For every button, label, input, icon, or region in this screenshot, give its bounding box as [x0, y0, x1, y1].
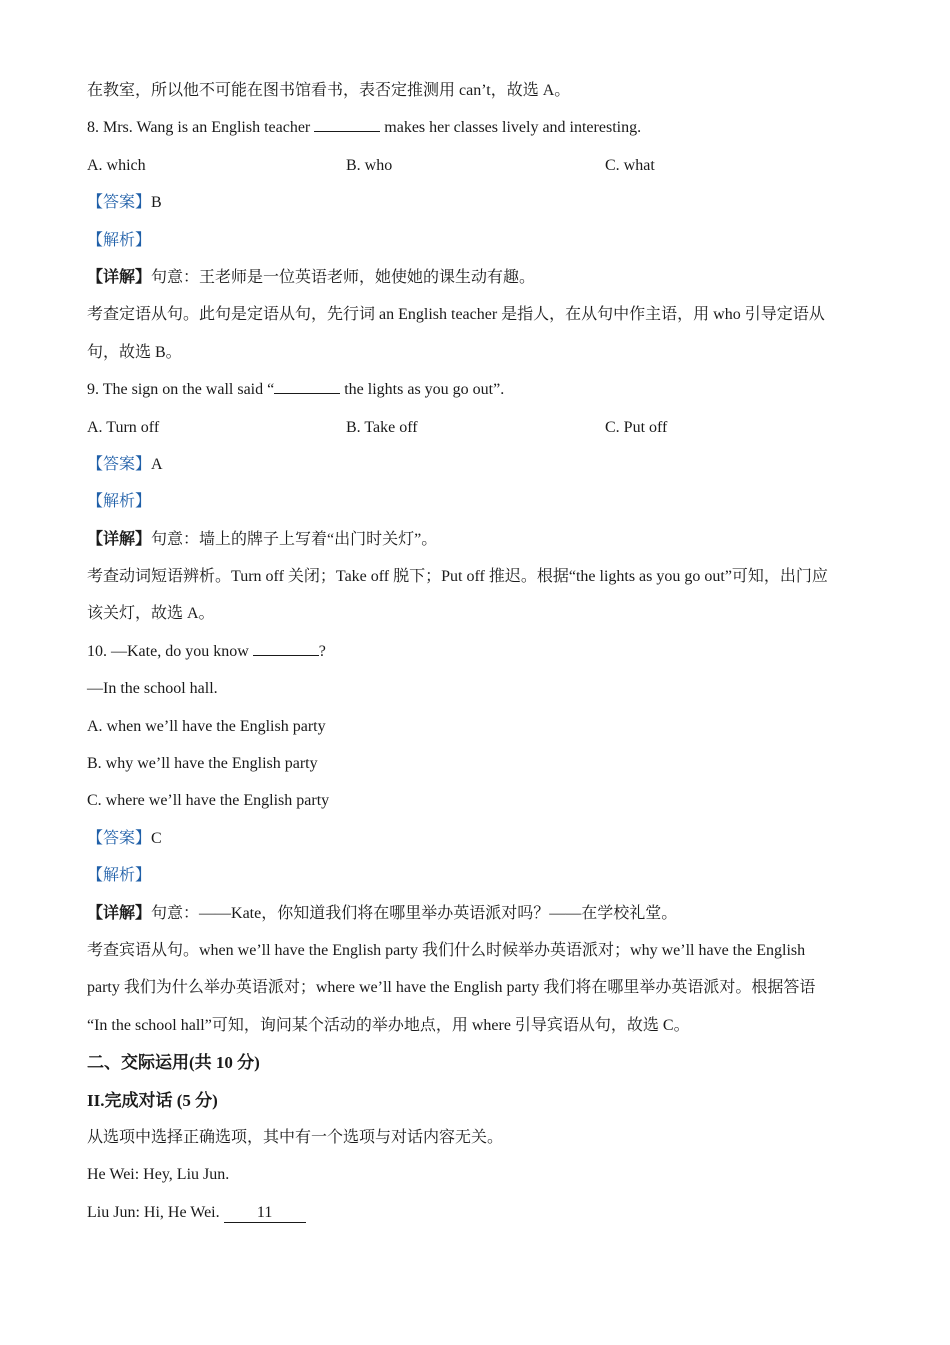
q8-detail: 【详解】句意：王老师是一位英语老师，她使她的课生动有趣。	[87, 268, 536, 286]
section-subheading: II.完成对话 (5 分)	[87, 1090, 218, 1110]
q10-explanation: party 我们为什么举办英语派对；where we’ll have the English party 我们将在哪里举办英语派对。根据答语	[87, 979, 816, 997]
option-c: C. Put off	[605, 418, 668, 436]
q8-answer: 【答案】B	[87, 194, 162, 212]
q9-answer: 【答案】A	[87, 455, 163, 473]
q9-options	[87, 413, 877, 450]
question-8: 8. Mrs. Wang is an English teacher makes her classes lively and interesting.	[87, 113, 877, 150]
answer-blank	[314, 113, 380, 132]
q9-analysis-label: 【解析】	[87, 493, 152, 511]
q10-reply: —In the school hall.	[87, 680, 218, 698]
answer-blank	[274, 375, 340, 394]
answer-blank-11: 11	[224, 1204, 306, 1223]
q8-explanation: 考查定语从句。此句是定语从句，先行词 an English teacher 是指人，在从句中作主语，用 who 引导定语从	[87, 306, 825, 324]
option-c: C. where we’ll have the English party	[87, 792, 330, 810]
option-b: B. Take off	[346, 418, 418, 436]
q10-detail: 【详解】句意：——Kate，你知道我们将在哪里举办英语派对吗？——在学校礼堂。	[87, 904, 678, 922]
option-a: A. which	[87, 156, 146, 174]
q8-explanation: 句，故选 B。	[87, 343, 182, 361]
q10-analysis-label: 【解析】	[87, 867, 152, 885]
option-b: B. who	[346, 156, 393, 174]
question-10: 10. —Kate, do you know ?	[87, 637, 877, 674]
q8-options	[87, 151, 877, 188]
section-instruction: 从选项中选择正确选项，其中有一个选项与对话内容无关。	[87, 1128, 504, 1146]
dialogue-line: Liu Jun: Hi, He Wei. 11	[87, 1198, 877, 1235]
q10-explanation: 考查宾语从句。when we’ll have the English party 我们什么时候举办英语派对；why we’ll have the English	[87, 941, 806, 959]
option-a: A. when we’ll have the English party	[87, 717, 326, 735]
option-a: A. Turn off	[87, 418, 160, 436]
q9-explanation: 该关灯，故选 A。	[87, 605, 215, 623]
answer-blank	[253, 637, 319, 656]
q10-answer: 【答案】C	[87, 829, 162, 847]
q8-analysis-label: 【解析】	[87, 231, 152, 249]
option-b: B. why we’ll have the English party	[87, 755, 318, 773]
section-heading: 二、交际运用(共 10 分)	[87, 1053, 260, 1073]
option-c: C. what	[605, 156, 655, 174]
document-page	[87, 76, 877, 1235]
dialogue-line: He Wei: Hey, Liu Jun.	[87, 1166, 230, 1184]
q9-detail: 【详解】句意：墙上的牌子上写着“出门时关灯”。	[87, 530, 438, 548]
question-9: 9. The sign on the wall said “ the lights as you go out”.	[87, 375, 877, 412]
q9-explanation: 考查动词短语辨析。Turn off 关闭；Take off 脱下；Put off 推迟。根据“the lights as you go out”可知，出门应	[87, 568, 828, 586]
text-line: 在教室，所以他不可能在图书馆看书，表否定推测用 can’t，故选 A。	[87, 82, 571, 99]
q10-explanation: “In the school hall”可知，询问某个活动的举办地点，用 where 引导宾语从句，故选 C。	[87, 1016, 690, 1034]
